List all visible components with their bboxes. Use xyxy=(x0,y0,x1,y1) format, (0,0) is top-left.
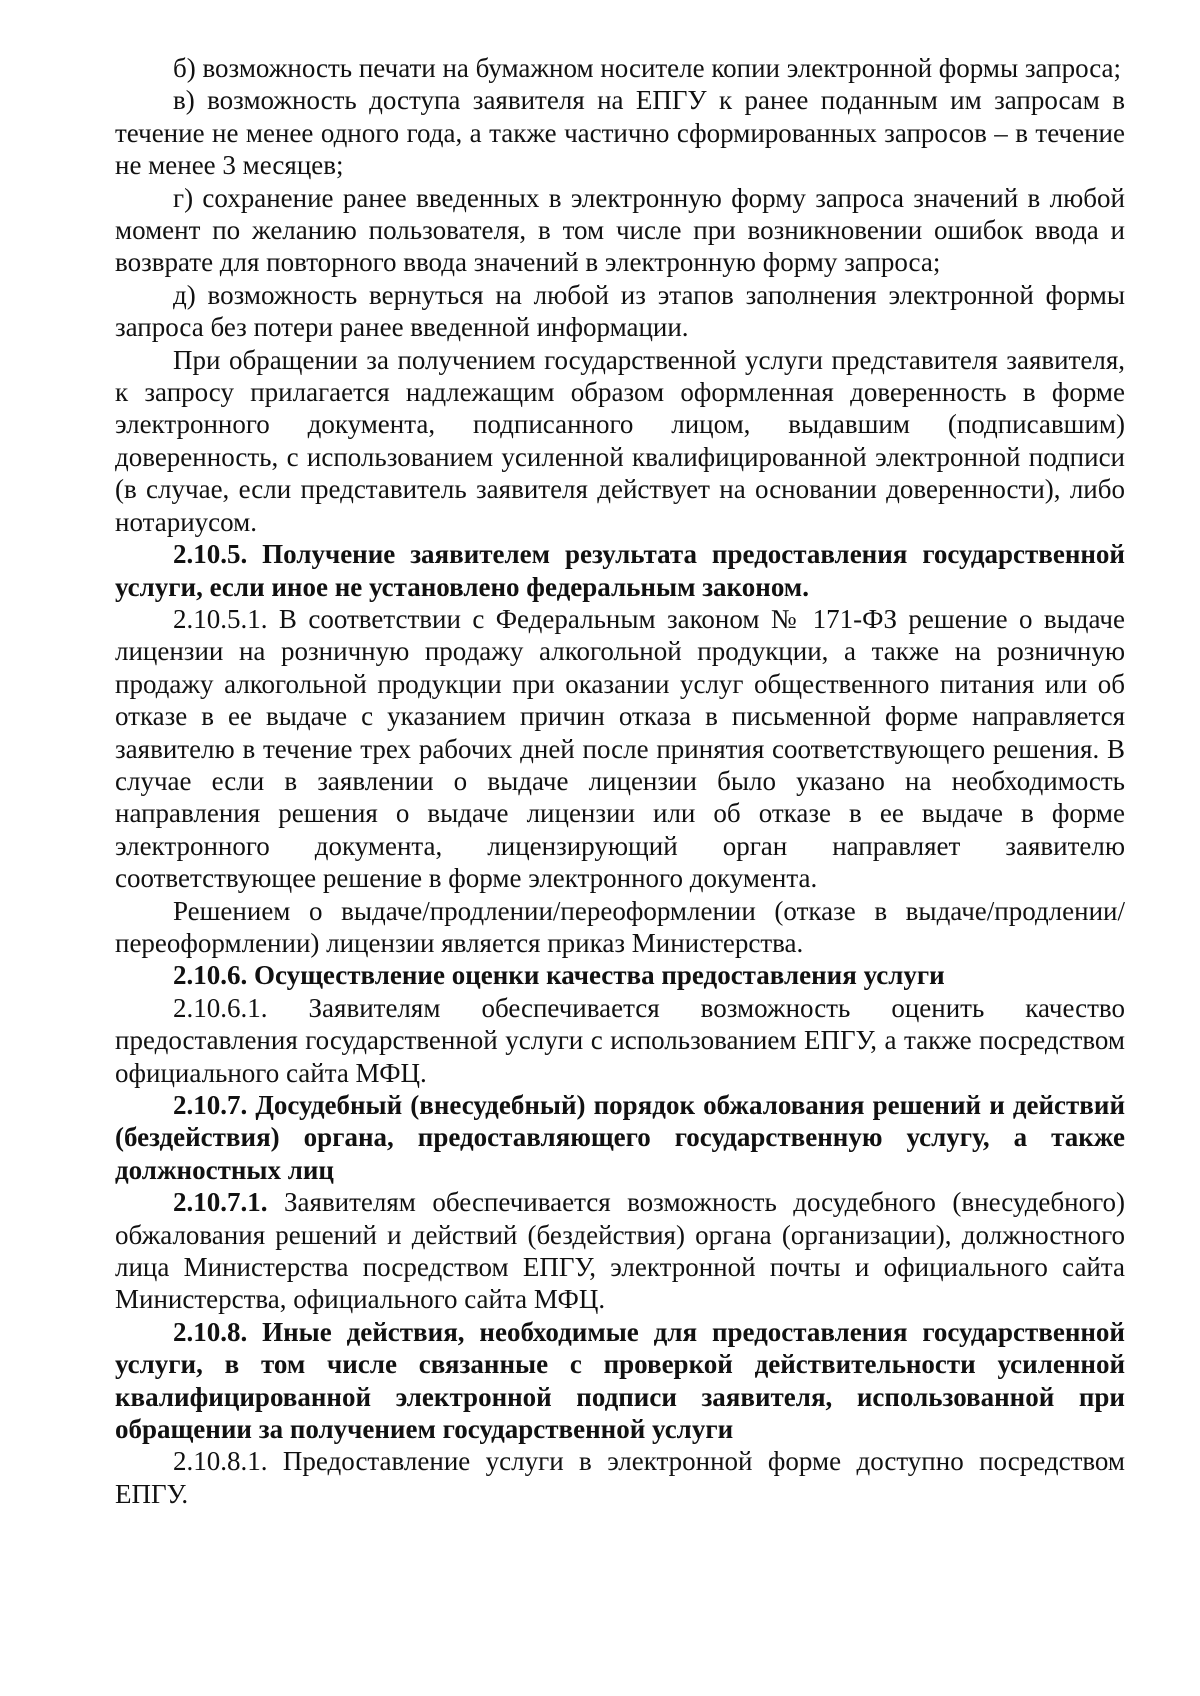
document-page xyxy=(115,52,1125,1510)
paragraph-2-10-7-1-text: Заявителям обеспечивается возможность досудебного (внесудебного) обжалования решений и действий (бездействия) органа (организации), должностного лица Министерства посредством ЕПГУ, электронной почты и официального сайта Министерства, официального сайта МФЦ. xyxy=(115,1187,1125,1315)
heading-2-10-7: 2.10.7. Досудебный (внесудебный) порядок обжалования решений и действий (бездействия) органа, предоставляющего государственную услугу, а также должностных лиц xyxy=(115,1090,1125,1185)
paragraph-v-access-requests: в) возможность доступа заявителя на ЕПГУ к ранее поданным им запросам в течение не менее одного года, а также частично сформированных запросов – в течение не менее 3 месяцев; xyxy=(115,85,1125,181)
paragraph-2-10-8-1: 2.10.8.1. Предоставление услуги в электронной форме доступно посредством ЕПГУ. xyxy=(115,1446,1125,1509)
paragraph-2-10-6-1: 2.10.6.1. Заявителям обеспечивается возможность оценить качество предоставления государственной услуги с использованием ЕПГУ, а также посредством официального сайта МФЦ. xyxy=(115,992,1125,1088)
paragraph-g-save-values: г) сохранение ранее введенных в электронную форму запроса значений в любой момент по желанию пользователя, в том числе при возникновении ошибок ввода и возврате для повторного ввода значений в электронную форму запроса; xyxy=(115,182,1125,278)
heading-2-10-6: 2.10.6. Осуществление оценки качества предоставления услуги xyxy=(173,960,945,991)
paragraph-license-decision: Решением о выдаче/продлении/переоформлении (отказе в выдаче/продлении/переоформлении) лицензии является приказ Министерства. xyxy=(115,895,1125,958)
heading-2-10-8: 2.10.8. Иные действия, необходимые для предоставления государственной услуги, в том числе связанные с проверкой действительности усиленной квалифицированной электронной подписи заявителя, использованной при обращении за получением государственной услуги xyxy=(115,1316,1125,1445)
paragraph-2-10-7-1 xyxy=(115,1186,1125,1316)
paragraph-2-10-7-1-number: 2.10.7.1. xyxy=(173,1187,268,1218)
paragraph-2-10-5-1: 2.10.5.1. В соответствии с Федеральным законом № 171-ФЗ решение о выдаче лицензии на розничную продажу алкогольной продукции, а также на розничную продажу алкогольной продукции при оказании услуг общественного питания или об отказе в ее выдаче с указанием причин отказа в письменной форме направляется заявителю в течение трех рабочих дней после принятия соответствующего решения. В случае если в заявлении о выдаче лицензии было указано на необходимость направления решения о выдаче лицензии или об отказе в ее выдаче в форме электронного документа, лицензирующий орган направляет заявителю соответствующее решение в форме электронного документа. xyxy=(115,603,1125,894)
paragraph-representative-power-of-attorney: При обращении за получением государственной услуги представителя заявителя, к запросу прилагается надлежащим образом оформленная доверенность в форме электронного документа, подписанного лицом, выдавшим (подписавшим) доверенность, с использованием усиленной квалифицированной электронной подписи (в случае, если представитель заявителя действует на основании доверенности), либо нотариусом. xyxy=(115,344,1125,537)
heading-2-10-5: 2.10.5. Получение заявителем результата предоставления государственной услуги, если иное не установлено федеральным законом. xyxy=(115,539,1125,602)
paragraph-d-return-stages: д) возможность вернуться на любой из этапов заполнения электронной формы запроса без потери ранее введенной информации. xyxy=(115,279,1125,343)
paragraph-b-print-copy: б) возможность печати на бумажном носителе копии электронной формы запроса; xyxy=(173,53,1122,83)
